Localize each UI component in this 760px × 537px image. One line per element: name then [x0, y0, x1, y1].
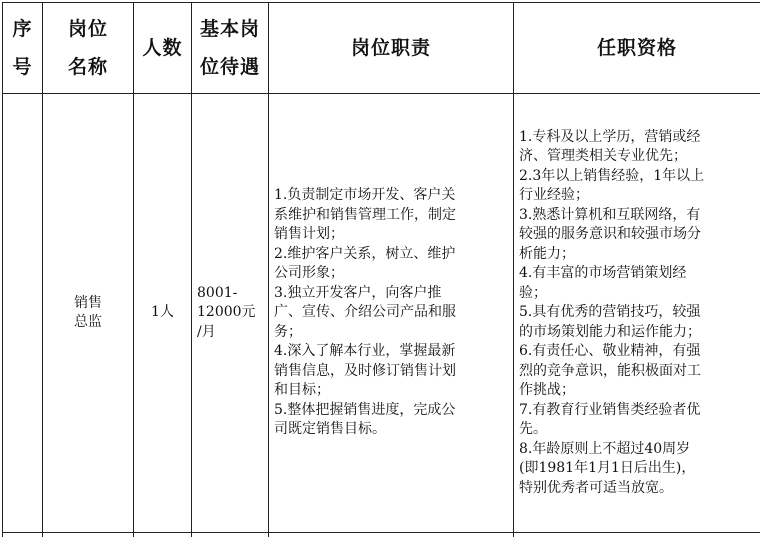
header-position-line-1: 岗位 [43, 10, 133, 48]
qualifications-line: (即1981年1月1日后出生)， [519, 459, 756, 479]
qualifications-line: 行业经验； [519, 186, 756, 206]
qualifications-line: 析能力； [519, 245, 756, 265]
cell-position [43, 94, 134, 533]
header-seq [3, 3, 43, 94]
qualifications-line: 8.年龄原则上不超过40周岁 [519, 440, 756, 460]
header-salary-line-1: 基本岗 [192, 10, 268, 48]
duties-line: 公司形象； [274, 264, 509, 284]
cell-headcount [134, 94, 192, 533]
header-qualifications [514, 3, 760, 94]
qualifications-line: 烈的竞争意识，能积极面对工 [519, 362, 756, 382]
qualifications-line: 4.有丰富的市场营销策划经 [519, 264, 756, 284]
qualifications-line: 先。 [519, 420, 756, 440]
table-row-partial [3, 533, 760, 537]
qualifications-line: 3.熟悉计算机和互联网络，有 [519, 206, 756, 226]
qualifications-line: 2.3年以上销售经验，1年以上 [519, 167, 756, 187]
header-seq-line-2: 号 [3, 48, 42, 86]
header-duties-label: 岗位职责 [269, 29, 513, 67]
header-qualifications-label: 任职资格 [514, 29, 760, 67]
duties-line: 2.维护客户关系，树立、维护 [274, 245, 509, 265]
header-headcount [134, 3, 192, 94]
duties-line: 广、宣传、介绍公司产品和服 [274, 303, 509, 323]
qualifications-line: 1.专科及以上学历，营销或经 [519, 128, 756, 148]
qualifications-line: 较强的服务意识和较强市场分 [519, 225, 756, 245]
cell-empty [514, 533, 760, 537]
header-position-line-2: 名称 [43, 48, 133, 86]
header-row [3, 3, 760, 94]
cell-empty [134, 533, 192, 537]
qualifications-line: 特别优秀者可适当放宽。 [519, 479, 756, 499]
header-duties [269, 3, 514, 94]
qualifications-line: 6.有责任心、敬业精神，有强 [519, 342, 756, 362]
qualifications-line: 验； [519, 284, 756, 304]
cell-duties [269, 94, 514, 533]
position-name-line-1: 销售 [43, 294, 133, 314]
position-name-line-2: 总监 [43, 313, 133, 333]
qualifications-line: 济、管理类相关专业优先； [519, 147, 756, 167]
qualifications-line: 5.具有优秀的营销技巧，较强 [519, 303, 756, 323]
duties-line: 4.深入了解本行业，掌握最新 [274, 342, 509, 362]
salary-line-3: /月 [197, 323, 264, 343]
salary-line-2: 12000元 [197, 303, 264, 323]
header-headcount-label: 人数 [134, 29, 191, 67]
cell-empty [192, 533, 269, 537]
duties-line: 司既定销售目标。 [274, 420, 509, 440]
qualifications-line: 作挑战； [519, 381, 756, 401]
cell-empty [3, 533, 43, 537]
table-row [3, 94, 760, 533]
cell-salary [192, 94, 269, 533]
header-position [43, 3, 134, 94]
duties-line: 5.整体把握销售进度，完成公 [274, 401, 509, 421]
cell-empty [269, 533, 514, 537]
duties-line: 系维护和销售管理工作，制定 [274, 206, 509, 226]
duties-line: 1.负责制定市场开发、客户关 [274, 186, 509, 206]
cell-qualifications [514, 94, 760, 533]
recruitment-table [2, 2, 760, 537]
duties-line: 销售计划； [274, 225, 509, 245]
qualifications-line: 的市场策划能力和运作能力； [519, 323, 756, 343]
duties-line: 务； [274, 323, 509, 343]
duties-line: 和目标； [274, 381, 509, 401]
salary-line-1: 8001- [197, 284, 264, 304]
cell-seq [3, 94, 43, 533]
header-seq-line-1: 序 [3, 10, 42, 48]
headcount-value: 1人 [134, 303, 191, 323]
cell-empty [43, 533, 134, 537]
duties-line: 3.独立开发客户，向客户推 [274, 284, 509, 304]
header-salary [192, 3, 269, 94]
duties-line: 销售信息，及时修订销售计划 [274, 362, 509, 382]
header-salary-line-2: 位待遇 [192, 48, 268, 86]
qualifications-line: 7.有教育行业销售类经验者优 [519, 401, 756, 421]
